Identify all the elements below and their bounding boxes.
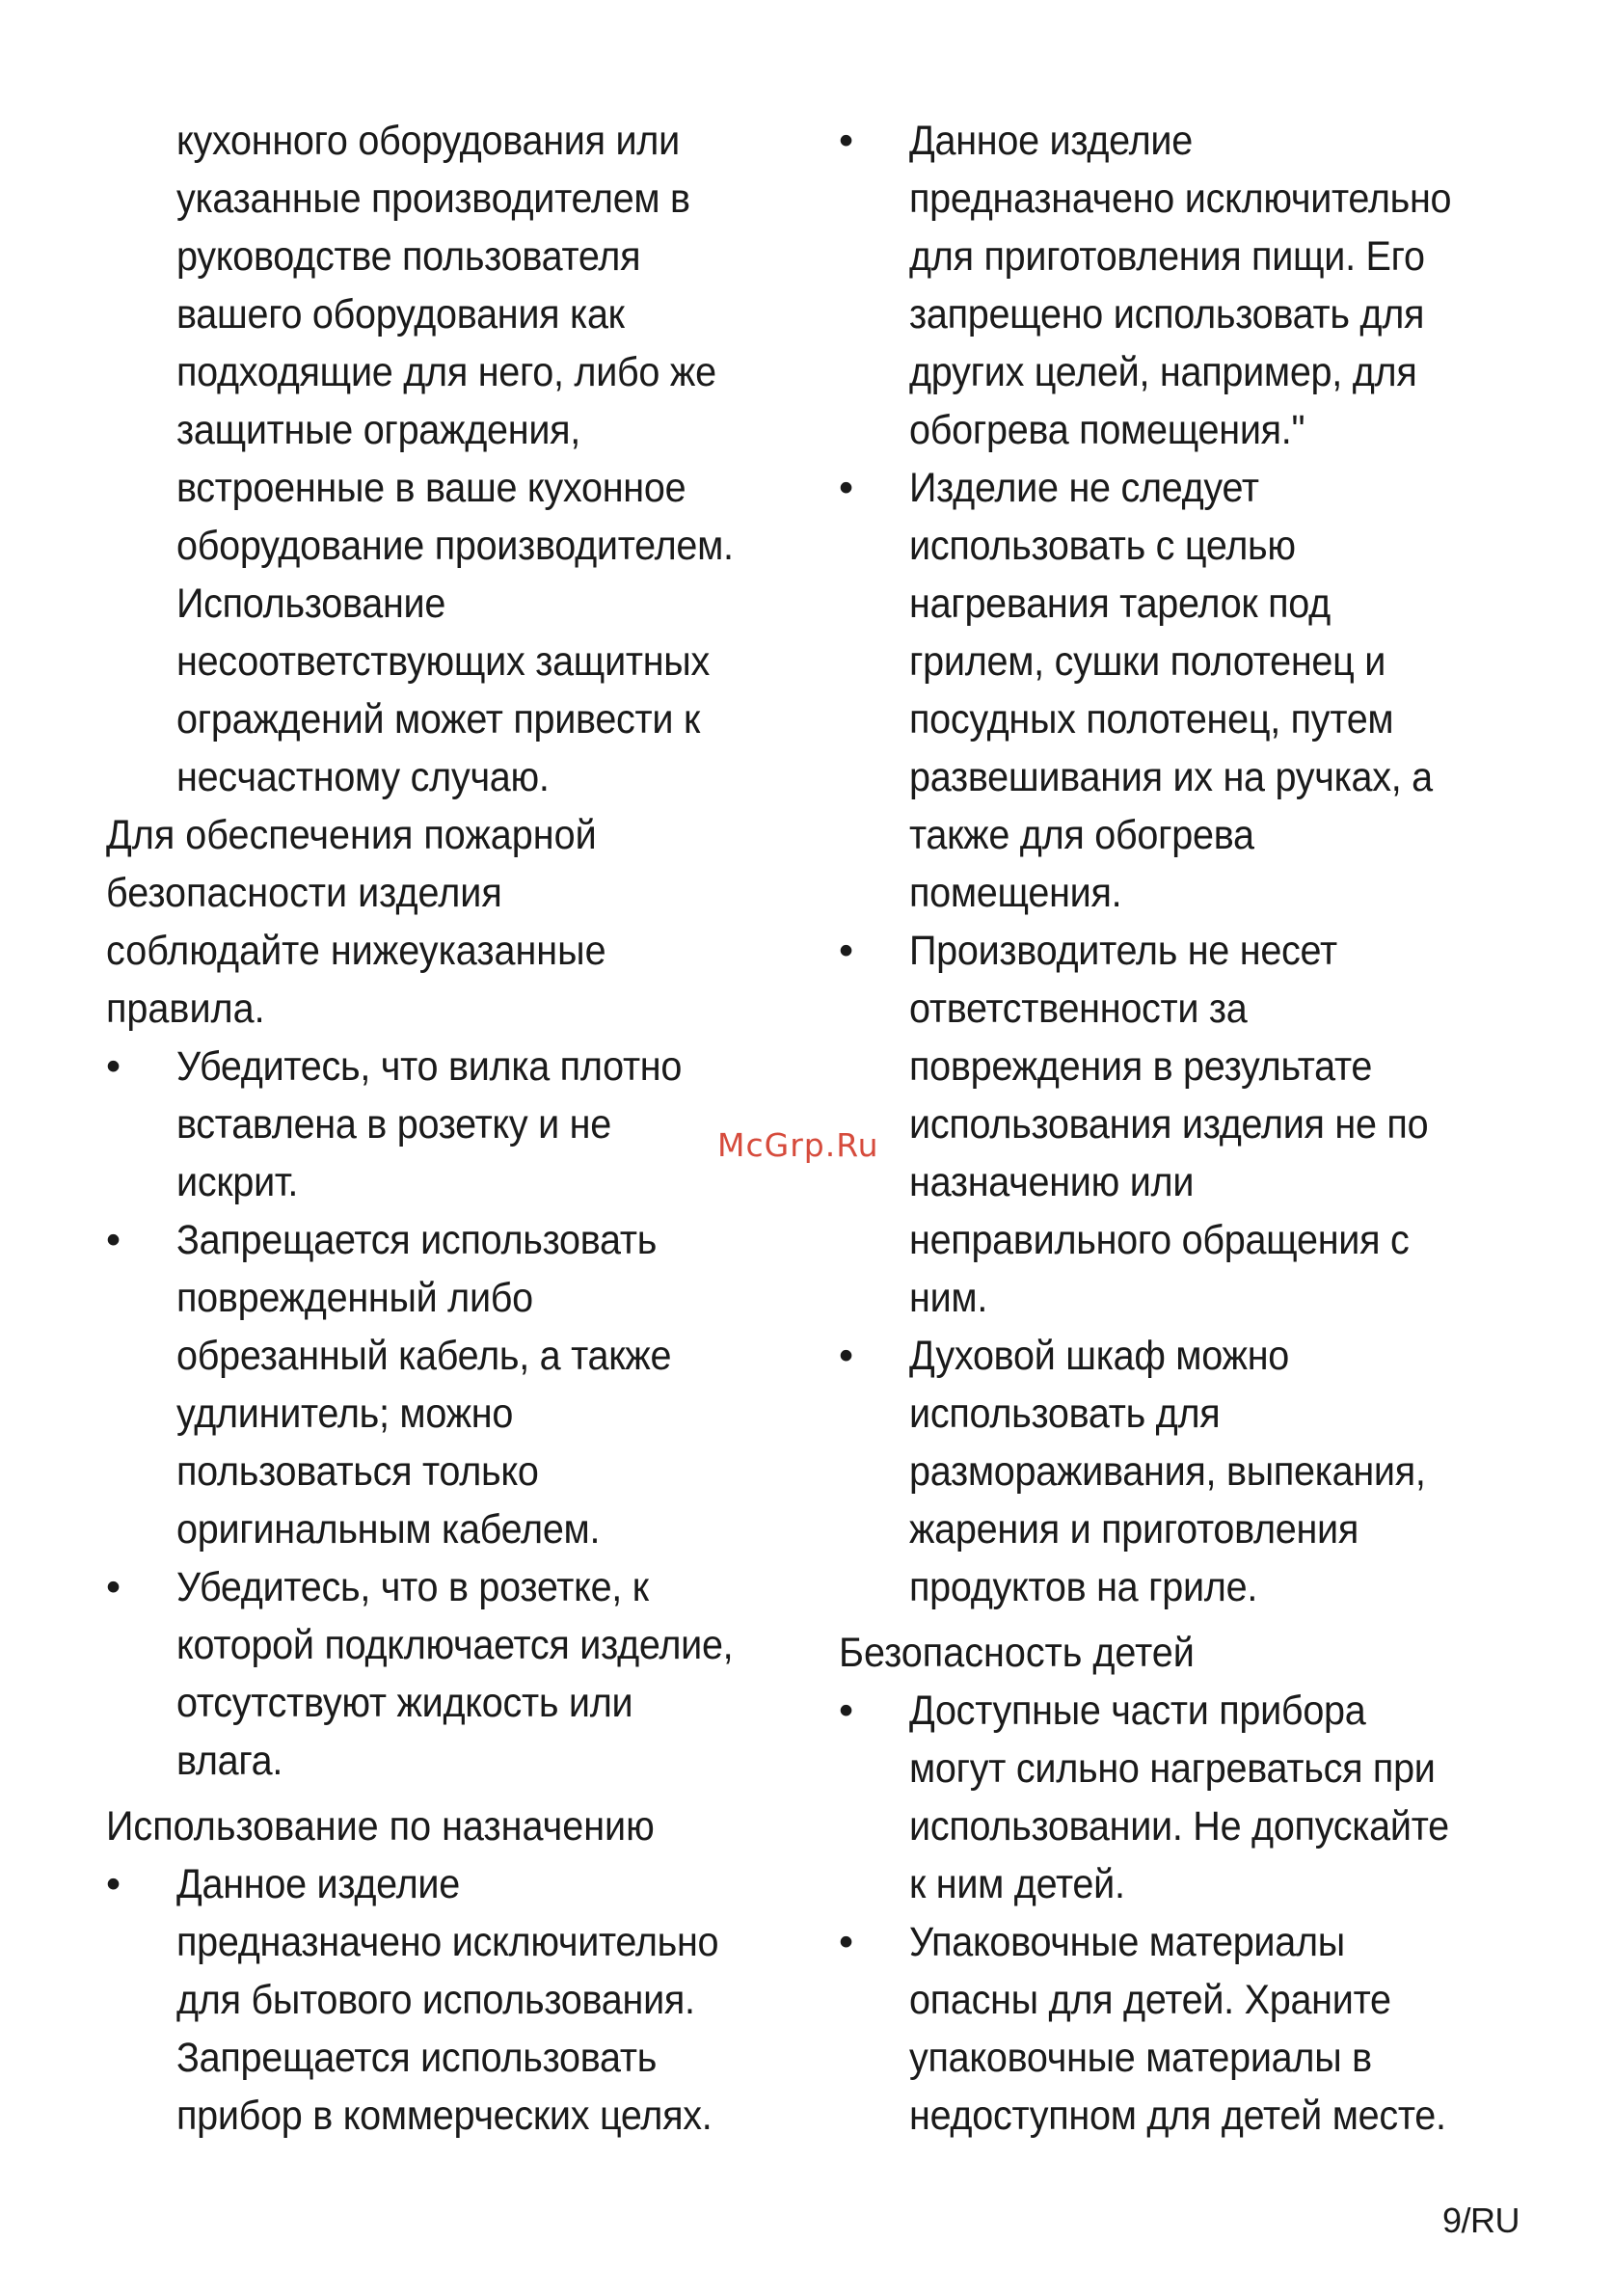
text-line: оригинальным кабелем. — [176, 1506, 601, 1553]
text-line: влага. — [176, 1738, 283, 1784]
left-column — [106, 112, 810, 2145]
bullet-icon: • — [106, 1217, 121, 1263]
text-line: встроенные в ваше кухонное — [176, 465, 686, 511]
text-line: Доступные части прибора — [909, 1688, 1366, 1734]
text-line: Запрещается использовать — [176, 2035, 658, 2081]
text-line: нагревания тарелок под — [909, 581, 1331, 627]
text-line: использовании. Не допускайте — [909, 1803, 1449, 1850]
text-line: кухонного оборудования или — [176, 118, 680, 164]
right-column — [839, 112, 1533, 2145]
text-line: предназначено исключительно — [909, 176, 1452, 222]
text-line: размораживания, выпекания, — [909, 1448, 1426, 1495]
text-line: указанные производителем в — [176, 176, 690, 222]
text-line: назначению или — [909, 1159, 1195, 1205]
text-line: подходящие для него, либо же — [176, 349, 716, 395]
intended-use-heading: Использование по назначению — [106, 1803, 655, 1850]
text-line: жарения и приготовления — [909, 1506, 1359, 1553]
bullet-icon: • — [839, 1919, 854, 1965]
text-line: опасны для детей. Храните — [909, 1977, 1391, 2023]
text-line: неправильного обращения с — [909, 1217, 1410, 1263]
text-line: соблюдайте нижеуказанные — [106, 928, 606, 974]
child-safety-heading: Безопасность детей — [839, 1630, 1195, 1676]
use-bullet-liability — [839, 922, 1533, 1327]
fire-bullet-cable — [106, 1211, 810, 1558]
text-line: прибор в коммерческих целях. — [176, 2093, 713, 2139]
text-line: отсутствуют жидкость или — [176, 1680, 633, 1726]
use-bullet-oven-functions — [839, 1327, 1533, 1616]
text-line: защитные ограждения, — [176, 407, 581, 453]
text-line: правила. — [106, 986, 265, 1032]
text-line: Использование — [176, 581, 446, 627]
text-line: которой подключается изделие, — [176, 1622, 734, 1668]
bullet-icon: • — [106, 1043, 121, 1090]
use-bullet-cooking-only — [839, 112, 1533, 459]
fire-safety-intro — [106, 806, 810, 1038]
text-line: развешивания их на ручках, а — [909, 754, 1433, 800]
text-line: недоступном для детей месте. — [909, 2093, 1446, 2139]
text-line: для бытового использования. — [176, 1977, 695, 2023]
bullet-icon: • — [839, 465, 854, 511]
fire-bullet-moisture — [106, 1558, 810, 1790]
text-line: повреждения в результате — [909, 1043, 1373, 1090]
bullet-icon: • — [839, 118, 854, 164]
text-line: использовать с целью — [909, 523, 1296, 569]
text-line: ним. — [909, 1275, 988, 1321]
use-bullet-no-drying — [839, 459, 1533, 922]
watermark: McGrp.Ru — [717, 1126, 879, 1164]
text-line: Данное изделие — [176, 1861, 460, 1907]
text-line: к ним детей. — [909, 1861, 1125, 1907]
text-line: оборудование производителем. — [176, 523, 734, 569]
page-number: 9/RU — [1441, 2201, 1520, 2240]
text-line: поврежденный либо — [176, 1275, 533, 1321]
child-bullet-hot-parts — [839, 1682, 1533, 1913]
text-line: для приготовления пищи. Его — [909, 233, 1425, 280]
fire-bullet-plug — [106, 1038, 810, 1211]
text-line: вставлена в розетку и не — [176, 1101, 611, 1148]
text-line: пользоваться только — [176, 1448, 539, 1495]
text-line: искрит. — [176, 1159, 299, 1205]
text-line: обогрева помещения." — [909, 407, 1305, 453]
bullet-icon: • — [839, 1333, 854, 1379]
text-line: использовать для — [909, 1391, 1221, 1437]
text-line: ответственности за — [909, 986, 1248, 1032]
bullet-icon: • — [839, 1688, 854, 1734]
text-line: помещения. — [909, 870, 1122, 916]
text-line: ограждений может привести к — [176, 696, 700, 743]
text-line: несоответствующих защитных — [176, 638, 710, 685]
text-line: посудных полотенец, путем — [909, 696, 1394, 743]
text-line: также для обогрева — [909, 812, 1254, 858]
text-line: грилем, сушки полотенец и — [909, 638, 1386, 685]
text-line: Изделие не следует — [909, 465, 1259, 511]
text-line: безопасности изделия — [106, 870, 502, 916]
text-line: несчастному случаю. — [176, 754, 550, 800]
intended-use-bullet-household — [106, 1855, 810, 2145]
child-bullet-packaging — [839, 1913, 1533, 2145]
continuation-paragraph — [106, 112, 810, 806]
bullet-icon: • — [839, 928, 854, 974]
text-line: упаковочные материалы в — [909, 2035, 1372, 2081]
text-line: Упаковочные материалы — [909, 1919, 1345, 1965]
text-line: могут сильно нагреваться при — [909, 1745, 1436, 1792]
text-line: использования изделия не по — [909, 1101, 1429, 1148]
text-line: вашего оборудования как — [176, 291, 625, 338]
bullet-icon: • — [106, 1861, 121, 1907]
text-line: продуктов на гриле. — [909, 1564, 1258, 1610]
text-line: Данное изделие — [909, 118, 1193, 164]
text-line: запрещено использовать для — [909, 291, 1425, 338]
text-line: Убедитесь, что в розетке, к — [176, 1564, 649, 1610]
text-line: предназначено исключительно — [176, 1919, 719, 1965]
text-line: Для обеспечения пожарной — [106, 812, 597, 858]
text-line: Запрещается использовать — [176, 1217, 658, 1263]
text-line: удлинитель; можно — [176, 1391, 514, 1437]
bullet-icon: • — [106, 1564, 121, 1610]
text-line: Убедитесь, что вилка плотно — [176, 1043, 683, 1090]
text-line: Производитель не несет — [909, 928, 1337, 974]
text-line: обрезанный кабель, а также — [176, 1333, 672, 1379]
text-line: других целей, например, для — [909, 349, 1417, 395]
text-line: руководстве пользователя — [176, 233, 641, 280]
text-line: Духовой шкаф можно — [909, 1333, 1290, 1379]
